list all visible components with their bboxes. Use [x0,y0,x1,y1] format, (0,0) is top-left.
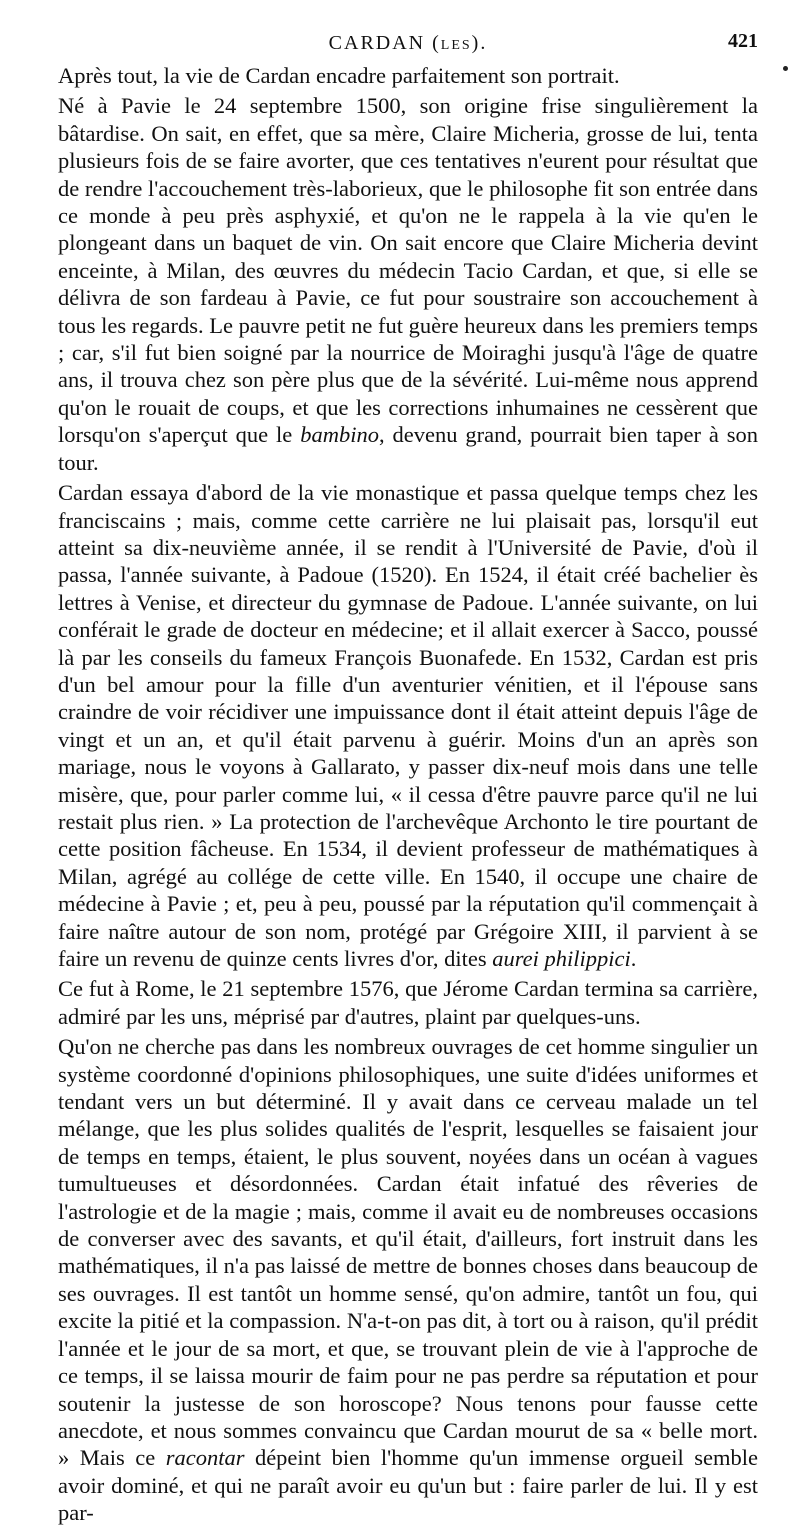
page-number: 421 [728,30,758,52]
article-body [58,62,758,1527]
running-head-main: CARDAN ( [328,32,441,54]
running-head-end: ). [471,32,488,54]
paragraph [58,479,758,972]
paragraph-text: Ce fut à Rome, le 21 septembre 1576, que Jérome Cardan termina sa carrière, admiré par les uns, méprisé par d'autres, plaint par quelques-uns. [58,976,758,1029]
italic-text: aurei philippici [492,946,631,971]
paragraph [58,1033,758,1526]
italic-text: racontar [165,1445,245,1471]
running-head-small-caps: LES [440,38,472,53]
paragraph [58,975,758,1030]
margin-mark [783,66,788,71]
page-header [58,28,758,62]
paragraph-text: . [630,946,637,971]
paragraph-text: Né à Pavie le 24 septembre 1500, son origine frise singulièrement la bâtardise. On sait, en effet, que sa mère, Claire Micheria, grosse de lui, tenta plusieurs fois de se faire avorter, que ces tentatives n'eurent pour résultat que de rendre l'accouchement très-laborieux, que le philosophe fit son entrée dans ce monde à peu près asphyxié, et qu'on ne le rappela à la vie qu'en le plongeant dans un baquet de vin. On sait encore que Claire Micheria devint enceinte, à Milan, des œuvres du médecin Tacio Cardan, et que, si elle se délivra de son fardeau à Pavie, ce fut pour soustraire son accouchement à tous les regards. Le pauvre petit ne fut guère heureux dans les premiers temps ; car, s'il fut bien soigné par la nourrice de Moiraghi jusqu'à l'âge de quatre ans, il trouva chez son père plus que de la sévérité. Lui-même nous apprend qu'on le rouait de coups, et que les corrections inhumaines ne cessèrent que lorsqu'on s'aperçut que le [58,93,758,448]
paragraph-text: Cardan essaya d'abord de la vie monastique et passa quelque temps chez les franciscains ; mais, comme cette carrière ne lui plaisait pas, lorsqu'il eut atteint sa dix-neuvième année, il se rendit à l'Université de Pavie, d'où il passa, l'année suivante, à Padoue (1520). En 1524, il était créé bachelier ès lettres à Venise, et directeur du gymnase de Padoue. L'année suivante, on lui conférait le grade de docteur en médecine; et il allait exercer à Sacco, poussé là par les conseils du fameux François Buonafede. En 1532, Cardan est pris d'un bel amour pour la fille d'un aventurier vénitien, et il l'épouse sans craindre de voir récidiver une impuissance dont il était atteint depuis l'âge de vingt et un an, et qu'il était parvenu à guérir. Moins d'un an après son mariage, nous le voyons à Gallarato, y passer dix-neuf mois dans une telle misère, que, pour parler comme lui, « il cessa d'être pauvre parce qu'il ne lui restait plus rien. » La protection de l'archevêque Archonto le tire pourtant de cette position fâcheuse. En 1534, il devient professeur de mathématiques à Milan, agrégé au collége de cette ville. En 1540, il occupe une chaire de médecine à Pavie ; et, peu à peu, poussé par la réputation qu'il commençait à faire naître autour de son nom, protégé par Grégoire XIII, il parvient à se faire un revenu de quinze cents livres d'or, dites [58,480,758,971]
paragraph [58,62,758,89]
paragraph-text: Qu'on ne cherche pas dans les nombreux ouvrages de cet homme singulier un système coordonné d'opinions philosophiques, une suite d'idées uniformes et tendant vers un but déterminé. Il y avait dans ce cerveau malade un tel mélange, que les plus solides qualités de l'esprit, lesquelles se faisaient jour de temps en temps, étaient, le plus souvent, noyées dans un océan à vagues tumultueuses et désordonnées. Cardan était infatué des rêveries de l'astrologie et de la magie ; mais, comme il avait eu de nombreuses occasions de converser avec des savants, et qu'il était, d'ailleurs, fort instruit dans les mathématiques, il n'a pas laissé de mettre de bonnes choses dans beaucoup de ses ouvrages. Il est tantôt un homme sensé, qu'on admire, tantôt un fou, qui excite la pitié et la compassion. N'a-t-on pas dit, à tort ou à raison, qu'il prédit l'année et le jour de sa mort, et que, se trouvant plein de vie à l'approche de ce temps, il se laissa mourir de faim pour ne pas perdre sa réputation et pour soutenir la justesse de son horoscope? Nous tenons pour fausse cette anecdote, et nous sommes convaincu que Cardan mourut de sa « belle mort. » Mais ce [58,1034,758,1471]
paragraph-text: Après tout, la vie de Cardan encadre parfaitement son portrait. [58,63,620,88]
paragraph [58,92,758,476]
page [58,28,758,1527]
paragraph-text: dépeint bien l'homme qu'un immense orgueil semble avoir dominé, et qui ne paraît avoir eu qu'un but : faire parler de lui. Il y est par- [58,1445,758,1526]
paragraph-text: , devenu grand, pourrait bien taper à son tour. [58,422,759,475]
italic-text: bambino [300,422,379,448]
running-head [58,32,758,55]
